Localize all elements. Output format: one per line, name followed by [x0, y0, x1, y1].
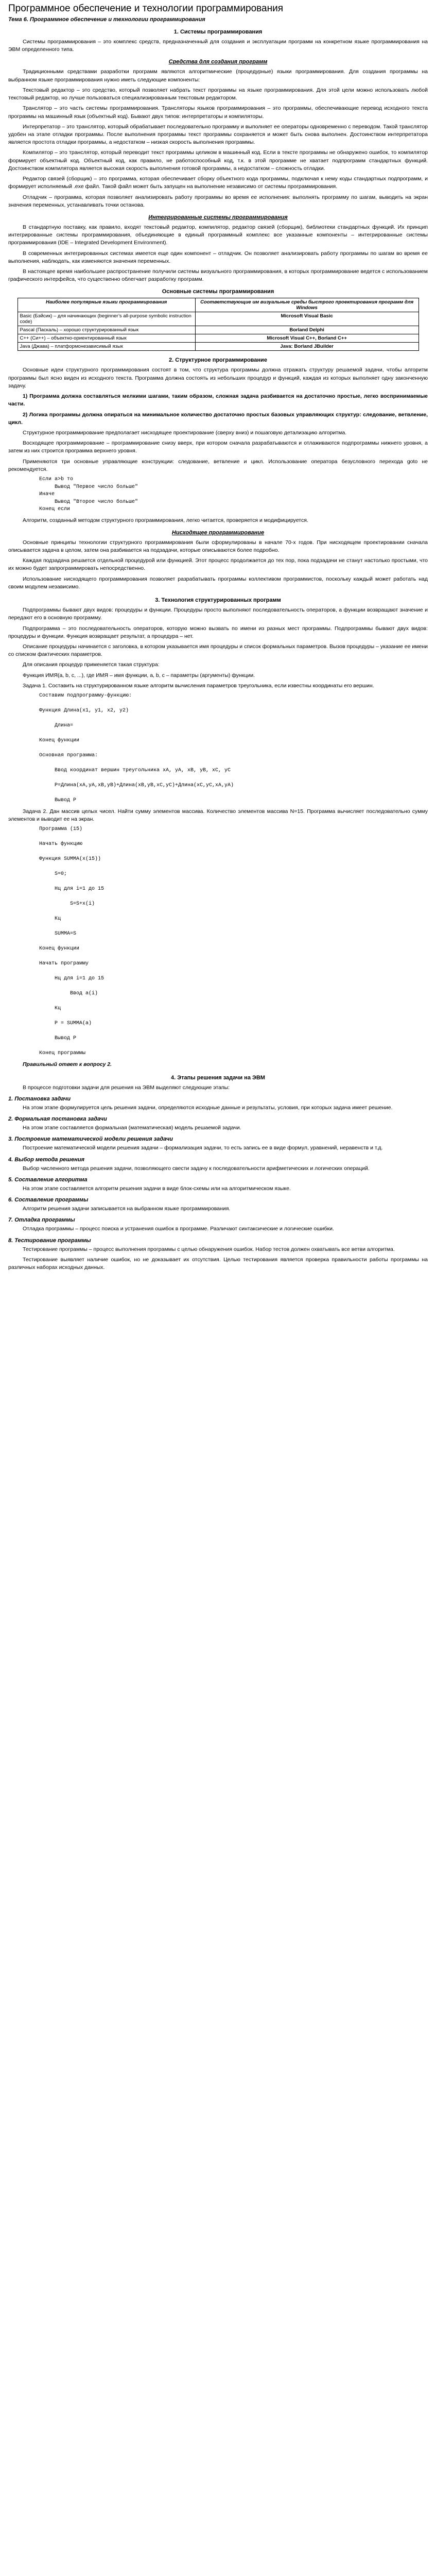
table-row — [18, 334, 418, 343]
paragraph: В стандартную поставку, как правило, входят текстовый редактор, компилятор, редактор связей (сборщик), библиотеки стандартных функций. Их принцип интегрированные системы программирования, объединяющие в единый программный комплекс все указанные компоненты – интегрированные системы программирования (IDE – Integrated Development Environment). — [8, 224, 428, 246]
subheading-ide: Интегрированные системы программирования — [148, 214, 288, 221]
code-block: Составим подпрограмму-функцию: Функция Длина(x1, y1, x2, y2) Длина= Конец функции Основная программа: Ввод координат вершин треугольника xA, yA, xB, yB, xC, yC P=Длина(xA,yA,xB,yB)+Длина(xB,yB,xC,yC)+Длина(xC,yC,xA,yA) Вывод P — [39, 693, 234, 804]
paragraph: В современных интегрированных системах имеется еще один компонент – отладчик. Он позволяет анализировать работу программы по шагам во время ее выполнения, наблюдать, как изменяются значения переменных. — [8, 250, 428, 264]
paragraph: Подпрограмма – это последовательность операторов, которую можно вызвать по имени из разных мест программы. Подпрограммы бывают двух видов: процедуры и функции. Функция возвращает результат, а процедура – нет. — [8, 625, 428, 639]
paragraph: Восходящее программирование – программирование снизу вверх, при котором сначала разрабатываются и отлаживаются подпрограммы нижнего уровня, а затем из них строится программа верхнего уровня. — [8, 440, 428, 454]
code-block: Программа (15) Начать функцию Функция SUMMA(x(15)) S=0; Нц для i=1 до 15 S=S+x(i) Кц SUMMA=S Конец функции Начать программу Нц для i=1 до 15 Ввод a(i) Кц P = SUMMA(a) Вывод P Конец программы — [39, 826, 104, 1057]
step-heading: 2. Формальная постановка задачи — [8, 1116, 107, 1123]
paragraph: Редактор связей (сборщик) – это программа, которая обеспечивает сборку объектного кода программы, подключая к нему коды стандартных подпрограмм, и формирует исполняемый .exe файл. Такой файл может быть запущен на выполнение независимо от системы программирования. — [8, 176, 428, 190]
step-heading: 6. Составление программы — [8, 1197, 89, 1204]
paragraph: Тестирование выявляет наличие ошибок, но не доказывает их отсутствия. Целью тестирования является проверка правильности работы программы на различных наборах исходных данных. — [8, 1256, 428, 1270]
paragraph: 2) Логика программы должна опираться на минимальное количество достаточно простых базовых управляющих структур: следование, ветвление, цикл. — [8, 411, 428, 426]
paragraph: Традиционными средствами разработки программ являются алгоритмические (процедурные) языки программирования. Для создания программы на выбранном языке программирования нужно иметь следующие компоненты: — [8, 69, 428, 83]
paragraph: 1) Программа должна составляться мелкими шагами, таким образом, сложная задача разбивается на достаточно простые, легко воспринимаемые части. — [8, 393, 428, 408]
table-row — [18, 343, 418, 351]
paragraph: Компилятор – это транслятор, который переводит текст программы целиком в машинный код. Если в тексте программы не обнаружено ошибок, то компилятор формирует объектный код. Объектный код, как правило, не работоспособный код, т.к. в этой программе не хватает подпрограмм стандартных функций. Достоинством компилятора является высокая скорость выполнения готовой программы, а недостатком – сложность отладки. — [8, 149, 428, 172]
paragraph: Тестирование программы – процесс выполнения программы с целью обнаружения ошибок. Набор тестов должен охватывать все ветви алгоритма. — [23, 1246, 395, 1252]
paragraph: Структурное программирование предполагает нисходящее проектирование (сверху вниз) и пошаговую детализацию алгоритма. — [23, 430, 347, 436]
code-block: Если a>b то Вывод "Первое число больше" Иначе Вывод "Второе число больше" Конец если — [39, 477, 138, 513]
paragraph: На этом этапе формулируется цель решения задачи, определяются исходные данные и результаты, условия, при которых задача имеет решение. — [23, 1104, 393, 1111]
step-heading: 8. Тестирование программы — [8, 1237, 91, 1244]
page-title: Программное обеспечение и технологии программирования — [8, 3, 284, 14]
subheading-topdown: Нисходящее программирование — [171, 529, 265, 536]
table-header: Соответствующие им визуальные среды быстрого проектирования программ для Windows — [195, 298, 418, 312]
paragraph: Текстовый редактор – это средство, который позволяет набрать текст программы на языке программирования. Для этой цели можно использовать любой текстовый редактор, но лучше пользоваться специализированным текстовым редактором. — [8, 87, 428, 101]
table-header: Наиболее популярные языки программирования — [18, 298, 195, 312]
table-caption: Основные системы программирования — [162, 289, 274, 295]
topic-heading: Тема 6. Программное обеспечение и технологии программирования — [8, 16, 205, 23]
paragraph: Отладчик – программа, которая позволяет анализировать работу программы во время ее исполнения: выполнять программу по шагам, выводить на экран значения переменных, устанавливать точки останова. — [8, 194, 428, 208]
paragraph: На этом этапе составляется формальная (математическая) модель решаемой задачи. — [23, 1125, 241, 1131]
paragraph: Задача 1. Составить на структурированном языке алгоритм вычисления параметров треугольника, если известны координаты его вершин. — [23, 682, 374, 689]
paragraph: Построение математической модели решения задачи – формализация задачи, то есть запись ее в виде формул, уравнений, неравенств и т.д. — [23, 1145, 383, 1151]
paragraph: Алгоритм, созданный методом структурного программирования, легко читается, проверяется и модифицируется. — [23, 517, 308, 523]
paragraph: Транслятор – это часть системы программирования. Трансляторы языков программирования – это программы, обеспечивающие перевод исходного текста программы на машинный язык (объектный код). Бывают двух типов: интерпретаторы и компиляторы. — [8, 105, 428, 120]
paragraph: В настоящее время наибольшее распространение получили системы визуального программирования, в которых программирование ведется с использованием графического интерфейса, что существенно облегчает разработку программ. — [8, 268, 428, 283]
section-heading-1: 1. Системы программирования — [173, 29, 263, 35]
subheading-tools: Средства для создания программ — [168, 59, 268, 65]
step-heading: 5. Составление алгоритма — [8, 1176, 88, 1183]
paragraph: Функция ИМЯ(a, b, c, ...), где ИМЯ – имя функции, a, b, c – параметры (аргументы) функции. — [23, 672, 255, 679]
paragraph: Для описания процедур применяется такая структура: — [23, 662, 160, 668]
table-cell: Microsoft Visual Basic — [195, 312, 418, 326]
table-cell: Microsoft Visual C++, Borland C++ — [195, 334, 418, 343]
table-cell: C++ (Си++) – объектно-ориентированный язык — [18, 334, 195, 343]
paragraph: Каждая подзадача решается отдельной процедурой или функцией. Этот процесс продолжается до тех пор, пока подзадачи не станут настолько простыми, что их можно будет запрограммировать непосредственно. — [8, 557, 428, 572]
paragraph: В процессе подготовки задачи для решения на ЭВМ выделяют следующие этапы: — [23, 1084, 230, 1091]
paragraph: На этом этапе составляется алгоритм решения задачи в виде блок-схемы или на алгоритмическом языке. — [23, 1185, 291, 1192]
paragraph: Задача 2. Дан массив целых чисел. Найти сумму элементов массива. Количество элементов массива N=15. Программа вычисляет последовательно сумму элементов и выводит ее на экран. — [8, 808, 428, 822]
table-cell: Pascal (Паскаль) – хорошо структурированный язык — [18, 326, 195, 334]
paragraph: Отладка программы – процесс поиска и устранения ошибок в программе. Различают синтаксические и логические ошибки. — [23, 1226, 334, 1232]
step-heading: 4. Выбор метода решения — [8, 1156, 85, 1163]
table-cell: Java (Джава) – платформонезависимый язык — [18, 343, 195, 351]
paragraph: Подпрограммы бывают двух видов: процедуры и функции. Процедуры просто выполняют последовательность операторов, а функции возвращают значение и передают его в основную программу. — [8, 607, 428, 621]
paragraph: Использование нисходящего программирования позволяет разрабатывать программы коллективом программистов, поскольку каждый может работать над своим модулем независимо. — [8, 575, 428, 590]
paragraph: Основные идеи структурного программирования состоят в том, что структура программы должна отражать структуру решаемой задачи, чтобы алгоритм программы был ясно виден из исходного текста. Программа должна состоять из небольших процедур и функций, каждая из которых выполняет одну законченную задачу. — [8, 367, 428, 389]
table-cell: Borland Delphi — [195, 326, 418, 334]
systems-table — [18, 298, 419, 351]
table-cell: Basic (Бэйсик) – для начинающих (beginner’s all-purpose symbolic instruction code) — [18, 312, 195, 326]
table-row — [18, 312, 418, 326]
paragraph: Алгоритм решения задачи записывается на выбранном языке программирования. — [23, 1206, 231, 1212]
table-row — [18, 326, 418, 334]
step-heading: 7. Отладка программы — [8, 1217, 75, 1224]
paragraph: Основные принципы технологии структурного программирования были сформулированы в начале 70-х годов. При нисходящем проектировании сначала описывается задача в целом, затем она разбивается на подзадачи, которые описываются более подробно. — [8, 539, 428, 554]
paragraph: Выбор численного метода решения задачи, позволяющего свести задачу к последовательности арифметических и логических операций. — [23, 1165, 370, 1172]
document-page — [0, 0, 436, 1284]
paragraph: Интерпретатор – это транслятор, который обрабатывает последовательно программу и выполняет ее операторы одновременно с переводом. Такой транслятор удобен на этапе отладки программы. После выполнения программы текст программы сохраняется и может быть снова выполнен. Достоинством интерпретатора является простота отладки программы, а недостатком – низкая скорость выполнения программы. — [8, 123, 428, 146]
paragraph: Системы программирования – это комплекс средств, предназначенный для создания и эксплуатации программ на конкретном языке программирования на ЭВМ определенного типа. — [8, 39, 428, 53]
paragraph: Применяются три основные управляющие конструкции: следование, ветвление и цикл. Использование оператора безусловного перехода goto не рекомендуется. — [8, 458, 428, 472]
step-heading: 1. Постановка задачи — [8, 1095, 71, 1102]
paragraph: Описание процедуры начинается с заголовка, в котором указывается имя процедуры и список формальных параметров. Вызов процедуры – указание ее имени со списком фактических параметров. — [8, 643, 428, 658]
paragraph: Правильный ответ к вопросу 2. — [23, 1061, 112, 1067]
section-heading-4: 4. Этапы решения задачи на ЭВМ — [171, 1074, 265, 1081]
section-heading-2: 2. Структурное программирование — [169, 357, 267, 364]
section-heading-3: 3. Технология структурированных программ — [155, 597, 281, 604]
step-heading: 3. Построение математической модели решения задачи — [8, 1136, 173, 1143]
table-cell: Java: Borland JBuilder — [195, 343, 418, 351]
